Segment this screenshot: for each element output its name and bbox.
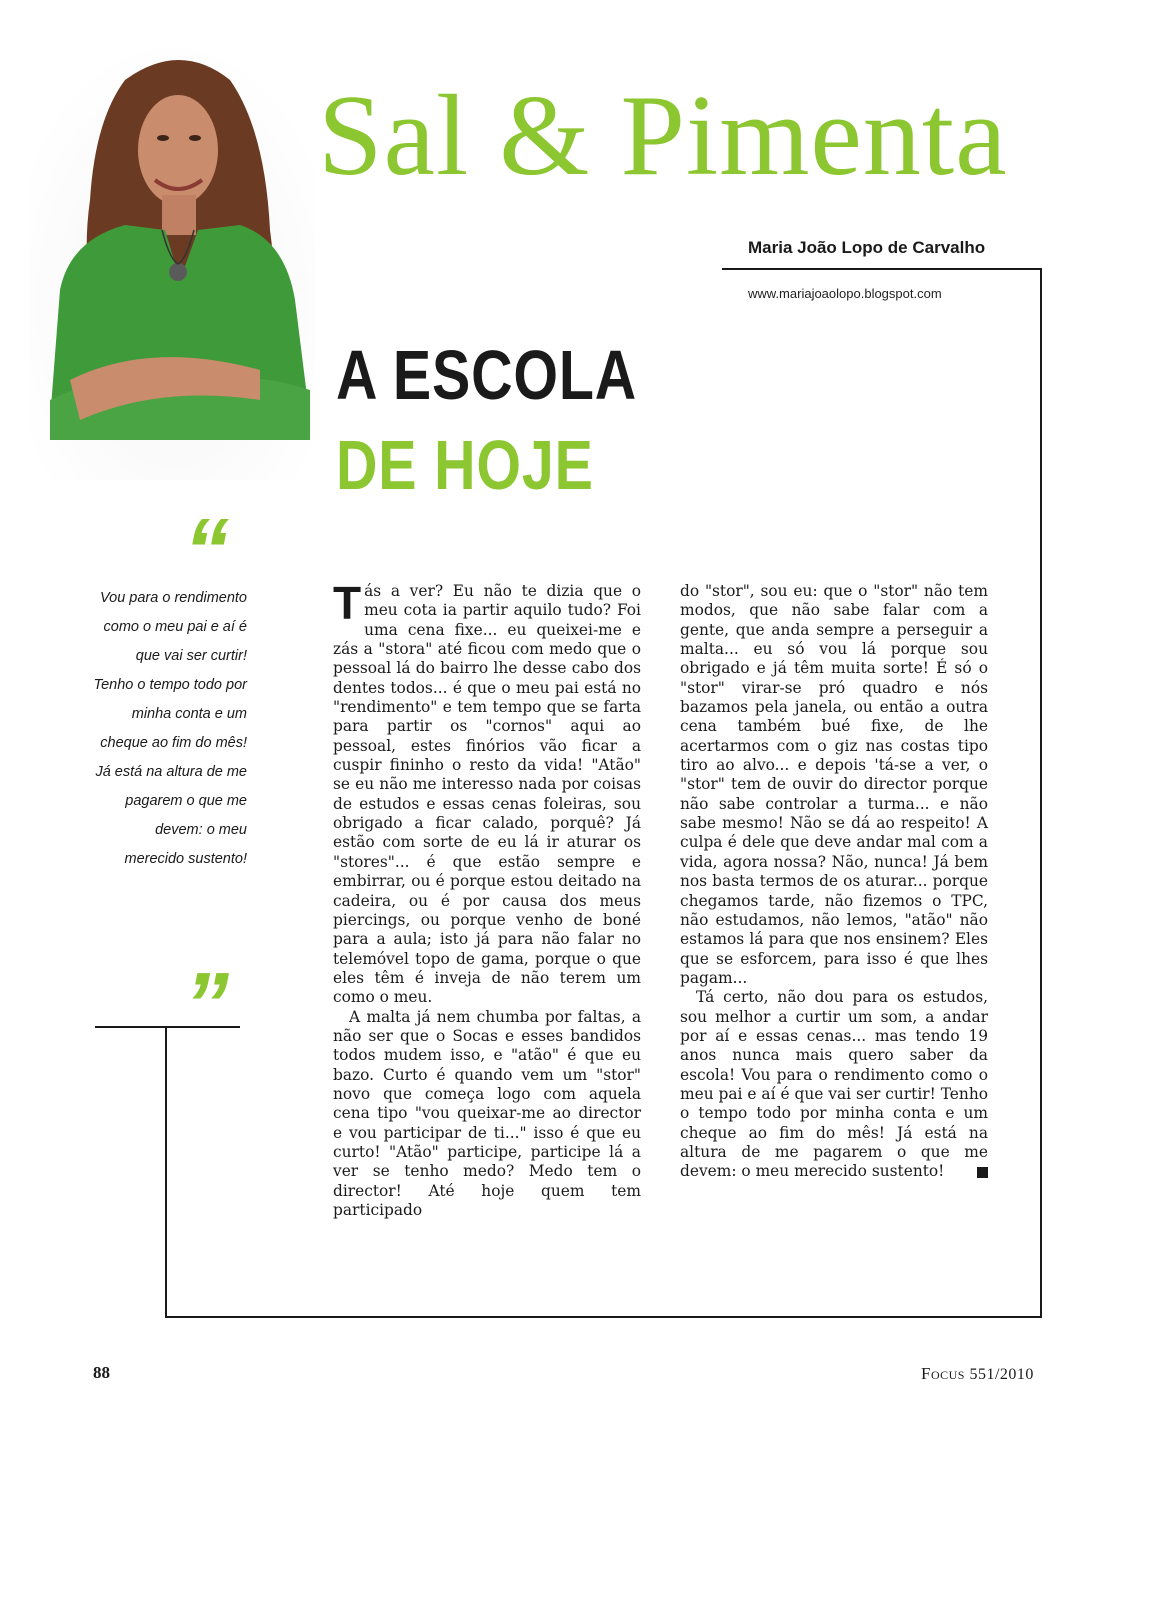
author-portrait	[30, 40, 315, 480]
page-number: 88	[93, 1363, 110, 1382]
close-quote-mark: ”	[184, 955, 229, 1055]
article-column-2	[680, 582, 988, 1182]
magazine-name: Focus	[921, 1364, 965, 1383]
pull-quote: Vou para o rendimento como o meu pai e aí é que vai ser curtir! Tenho o tempo todo por minha conta e um cheque ao fim do mês! Já está na altura de me pagarem o que me devem: o meu merecido sustento!	[93, 590, 247, 867]
frame-left-line	[165, 1026, 167, 1318]
article-paragraph-3: do "stor", sou eu: que o "stor" não tem modos, que não sabe falar com a gente, que anda sempre a perseguir a malta... eu só vou lá porque sou obrigado e já têm muita sorte! É só o "stor" virar-se pró quadro e nós bazamos pela janela, ou então a outra cena também bué fixe, de lhe acertarmos com o giz nas costas tipo tiro ao alvo... e depois 'tá-se a ver, o "stor" tem de ouvir do director porque não sabe controlar a turma... e não sabe mesmo! Não se dá ao respeito! A culpa é dele que deve andar mal com a vida, agora nossa? Não, nunca! Já bem nos basta termos de os aturar... porque chegamos tarde, não fizemos o TPC, não estudamos, não lemos, "atão" não estamos lá para que nos ensinem? Eles que se esforcem, para isso é que lhes pagam...	[680, 582, 988, 987]
frame-top-line	[722, 268, 1042, 270]
author-name: Maria João Lopo de Carvalho	[748, 238, 986, 257]
headline-line-1: A ESCOLA	[336, 336, 638, 414]
open-quote-mark: “	[184, 501, 229, 601]
end-of-article-mark	[977, 1167, 988, 1178]
article-column-1	[333, 577, 641, 1220]
paragraph-text: Tá certo, não dou para os estudos, sou melhor a curtir um som, a andar por aí e essas cenas... mas tendo 19 anos nunca mais quero saber da escola! Vou para o rendimento como o meu pai e aí é que vai ser curtir! Tenho o tempo todo por minha conta e um cheque ao fim do mês! Já está na altura de me pagarem o que me devem: o meu merecido sustento!	[680, 988, 988, 1181]
article-paragraph-2: A malta já nem chumba por faltas, a não ser que o Socas e esses bandidos todos mudem isso, e "atão" é que eu bazo. Curto é quando vem um "stor" novo que começa logo com aquela cena tipo "vou queixar-me ao director e vou participar de ti..." isso é que eu curto! "Atão" participe, participe lá a ver se tenho medo? Medo tem o director! Até hoje quem tem participado	[333, 1007, 641, 1219]
paragraph-text: ás a ver? Eu não te dizia que o meu cota ia partir aquilo tudo? Foi uma cena fixe... eu queixei-me e zás a "stora" até ficou com medo que o pessoal lá do bairro lhe desse cabo dos dentes todos... é que o meu pai está no "rendimento" e tem tempo que se farta para partir os "cornos" aqui ao pessoal, estes finórios vão ficar a cuspir fininho o resto da vida! "Atão" se eu não me interesso nada por coisas de estudos e essas cenas foleiras, sou obrigado a ficar calado, porquê? Já estão com sorte de eu lá ir aturar os "stores"... é que estão sempre e embirrar, ou é porque estou deitado na cadeira, ou é por causa dos meus piercings, ou porque venho de boné para a aula; isto já para não falar no telemóvel topo de gama, porque o que eles têm é inveja de não terem um como o meu.	[333, 582, 641, 1007]
author-blog-url: www.mariajoaolopo.blogspot.com	[748, 286, 942, 301]
magazine-issue	[921, 1364, 1034, 1384]
frame-bottom-line	[165, 1316, 1042, 1318]
article-paragraph-1	[333, 577, 641, 1008]
article-paragraph-4	[680, 988, 988, 1181]
issue-number: 551/2010	[969, 1366, 1034, 1383]
headline-line-2: DE HOJE	[336, 426, 594, 504]
column-title: Sal & Pimenta	[318, 72, 1008, 200]
drop-cap: T	[333, 577, 362, 629]
frame-right-line	[1040, 268, 1042, 1318]
